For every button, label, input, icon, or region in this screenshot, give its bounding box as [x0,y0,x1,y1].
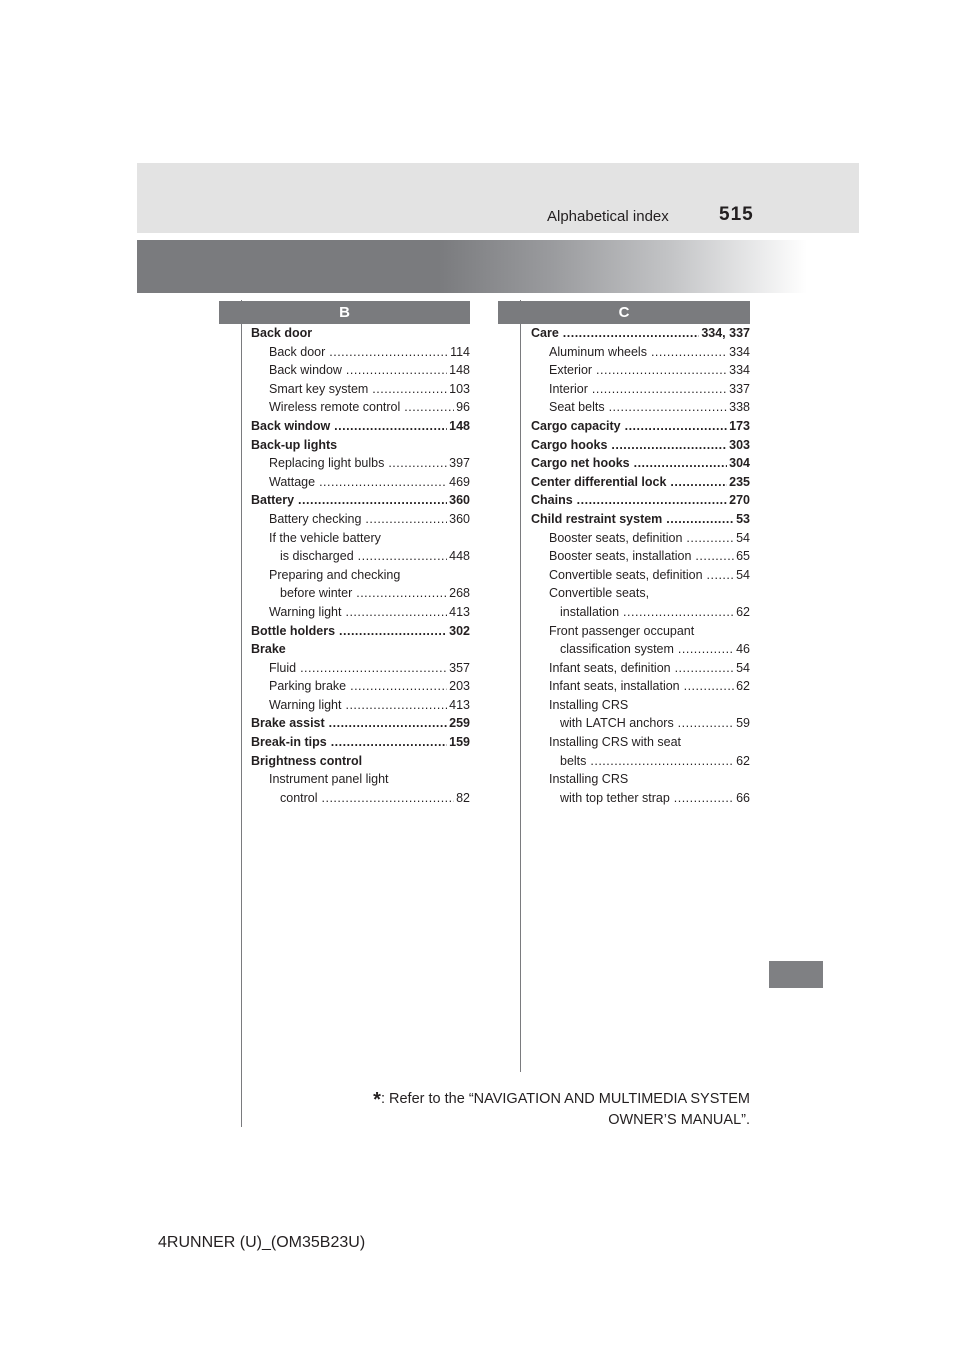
footnote-line-2: OWNER’S MANUAL”. [608,1112,750,1128]
index-term: Parking brake ..... [269,677,470,696]
index-term: Cargo capacity ..... [531,417,750,436]
index-entry [531,696,750,715]
index-page-ref: 413 [447,696,470,715]
index-page-ref: 302 [447,622,470,641]
footnote [346,1089,750,1130]
index-term: Bottle holders ..... [251,622,470,641]
index-entry [531,584,750,603]
index-term: with top tether strap ..... [560,789,750,808]
index-term: Smart key system ..... [269,380,470,399]
index-entry [251,714,470,733]
index-page-ref: 360 [447,491,470,510]
index-entry [251,659,470,678]
index-page-ref: 357 [447,659,470,678]
index-term: Wireless remote control ..... [269,398,470,417]
index-page-ref: 304 [727,454,750,473]
chapter-thumb-tab [769,961,823,988]
index-term: Infant seats, definition ..... [549,659,750,678]
index-term: Replacing light bulbs ..... [269,454,470,473]
index-entry [251,436,470,455]
index-entry [531,361,750,380]
index-term: Installing CRS [549,772,629,787]
index-page-ref: 159 [447,733,470,752]
index-page-ref: 448 [447,547,470,566]
index-page-ref: 413 [447,603,470,622]
index-entry [251,361,470,380]
index-page-ref: 360 [447,510,470,529]
index-entry [531,603,750,622]
index-entry [531,417,750,436]
index-entry [531,622,750,641]
index-term: belts ..... [560,752,750,771]
index-term: is discharged ..... [280,547,470,566]
index-entry [251,733,470,752]
index-entry [531,491,750,510]
index-entry [251,547,470,566]
index-term: Battery ..... [251,491,470,510]
index-list-b [251,324,470,807]
index-term: Preparing and checking [269,567,401,582]
index-entry [531,324,750,343]
index-term: If the vehicle battery [269,530,381,545]
index-page-ref: 65 [734,547,750,566]
index-term: Warning light ..... [269,696,470,715]
index-entry [531,770,750,789]
index-entry [531,473,750,492]
index-page-ref: 148 [447,417,470,436]
index-page-ref: 173 [727,417,750,436]
index-entry [531,640,750,659]
index-entry [531,659,750,678]
index-page-ref: 54 [734,659,750,678]
index-term: before winter ..... [280,584,470,603]
index-entry [531,380,750,399]
index-term: Exterior ..... [549,361,750,380]
index-entry [531,547,750,566]
index-page-ref: 53 [734,510,750,529]
index-term: Back door ..... [269,343,470,362]
index-term: Seat belts ..... [549,398,750,417]
index-entry [251,529,470,548]
index-page-ref: 469 [447,473,470,492]
index-term: Installing CRS [549,697,629,712]
index-entry [531,398,750,417]
index-page-ref: 397 [447,454,470,473]
index-page-ref: 82 [454,789,470,808]
index-list-c [531,324,750,807]
index-entry [251,398,470,417]
index-term: Aluminum wheels ..... [549,343,750,362]
index-term: Back window ..... [251,417,470,436]
index-entry [251,510,470,529]
index-entry [251,454,470,473]
index-term: Front passenger occupant [549,623,695,638]
index-entry [251,491,470,510]
index-entry [251,770,470,789]
index-page-ref: 334, 337 [699,324,750,343]
index-page-ref: 103 [447,380,470,399]
index-entry [251,677,470,696]
left-rule [241,300,242,1127]
index-term: Back door [251,326,313,340]
index-page-ref: 54 [734,566,750,585]
index-entry [531,529,750,548]
index-term: control ..... [280,789,470,808]
index-entry [251,473,470,492]
index-entry [251,696,470,715]
index-entry [531,752,750,771]
index-page-ref: 235 [727,473,750,492]
index-term: Back window ..... [269,361,470,380]
index-term: Infant seats, installation ..... [549,677,750,696]
index-term: Center differential lock ..... [531,473,750,492]
index-page-ref: 337 [727,380,750,399]
index-term: Instrument panel light [269,772,389,787]
section-title: Alphabetical index [547,208,669,225]
index-page-ref: 303 [727,436,750,455]
index-term: with LATCH anchors ..... [560,714,750,733]
index-term: Installing CRS with seat [549,735,682,750]
index-term: Child restraint system ..... [531,510,750,529]
index-page-ref: 66 [734,789,750,808]
model-code: 4RUNNER (U)_(OM35B23U) [158,1234,366,1251]
index-term: installation ..... [560,603,750,622]
index-entry [251,752,470,771]
index-page-ref: 268 [447,584,470,603]
letter-heading-c: C [498,301,750,324]
index-term: Warning light ..... [269,603,470,622]
index-entry [531,714,750,733]
index-term: Wattage ..... [269,473,470,492]
index-page-ref: 62 [734,603,750,622]
index-entry [251,417,470,436]
index-entry [251,603,470,622]
index-entry [251,640,470,659]
index-page-ref: 334 [727,343,750,362]
index-page-ref: 62 [734,752,750,771]
index-term: Booster seats, definition ..... [549,529,750,548]
footnote-star: * [373,1089,381,1111]
index-entry [531,454,750,473]
index-entry [531,436,750,455]
index-entry [251,566,470,585]
index-page-ref: 203 [447,677,470,696]
index-term: Brake assist ..... [251,714,470,733]
index-page-ref: 148 [447,361,470,380]
index-term: Back-up lights [251,437,338,452]
index-entry [531,789,750,808]
index-term: Cargo hooks ..... [531,436,750,455]
index-page-ref: 54 [734,529,750,548]
index-page-ref: 338 [727,398,750,417]
index-term: Break-in tips ..... [251,733,470,752]
index-entry [531,510,750,529]
index-page-ref: 46 [734,640,750,659]
footnote-line-1: : Refer to the “NAVIGATION AND MULTIMEDIA SYSTEM [380,1091,750,1107]
index-term: Booster seats, installation ..... [549,547,750,566]
index-entry [531,677,750,696]
index-term: Fluid ..... [269,659,470,678]
index-term: Brake [251,642,286,657]
index-entry [531,566,750,585]
index-term: classification system ..... [560,640,750,659]
index-term: Care ..... [531,324,750,343]
index-term: Convertible seats, [549,586,650,601]
index-page-ref: 259 [447,714,470,733]
index-entry [531,733,750,752]
index-term: Convertible seats, definition ..... [549,566,750,585]
index-entry [251,324,470,343]
index-page-ref: 334 [727,361,750,380]
index-entry [251,622,470,641]
index-page-ref: 270 [727,491,750,510]
middle-rule [520,300,521,1072]
index-page-ref: 96 [454,398,470,417]
index-term: Brightness control [251,753,363,768]
decorative-gradient-band [137,240,807,293]
index-page-ref: 62 [734,677,750,696]
index-term: Cargo net hooks ..... [531,454,750,473]
index-page-ref: 59 [734,714,750,733]
index-entry [251,584,470,603]
index-entry [251,789,470,808]
page-number: 515 [719,204,754,225]
index-entry [251,343,470,362]
index-page-ref: 114 [448,343,470,362]
index-entry [251,380,470,399]
index-term: Chains ..... [531,491,750,510]
index-term: Battery checking ..... [269,510,470,529]
letter-heading-b: B [219,301,470,324]
index-entry [531,343,750,362]
index-term: Interior ..... [549,380,750,399]
